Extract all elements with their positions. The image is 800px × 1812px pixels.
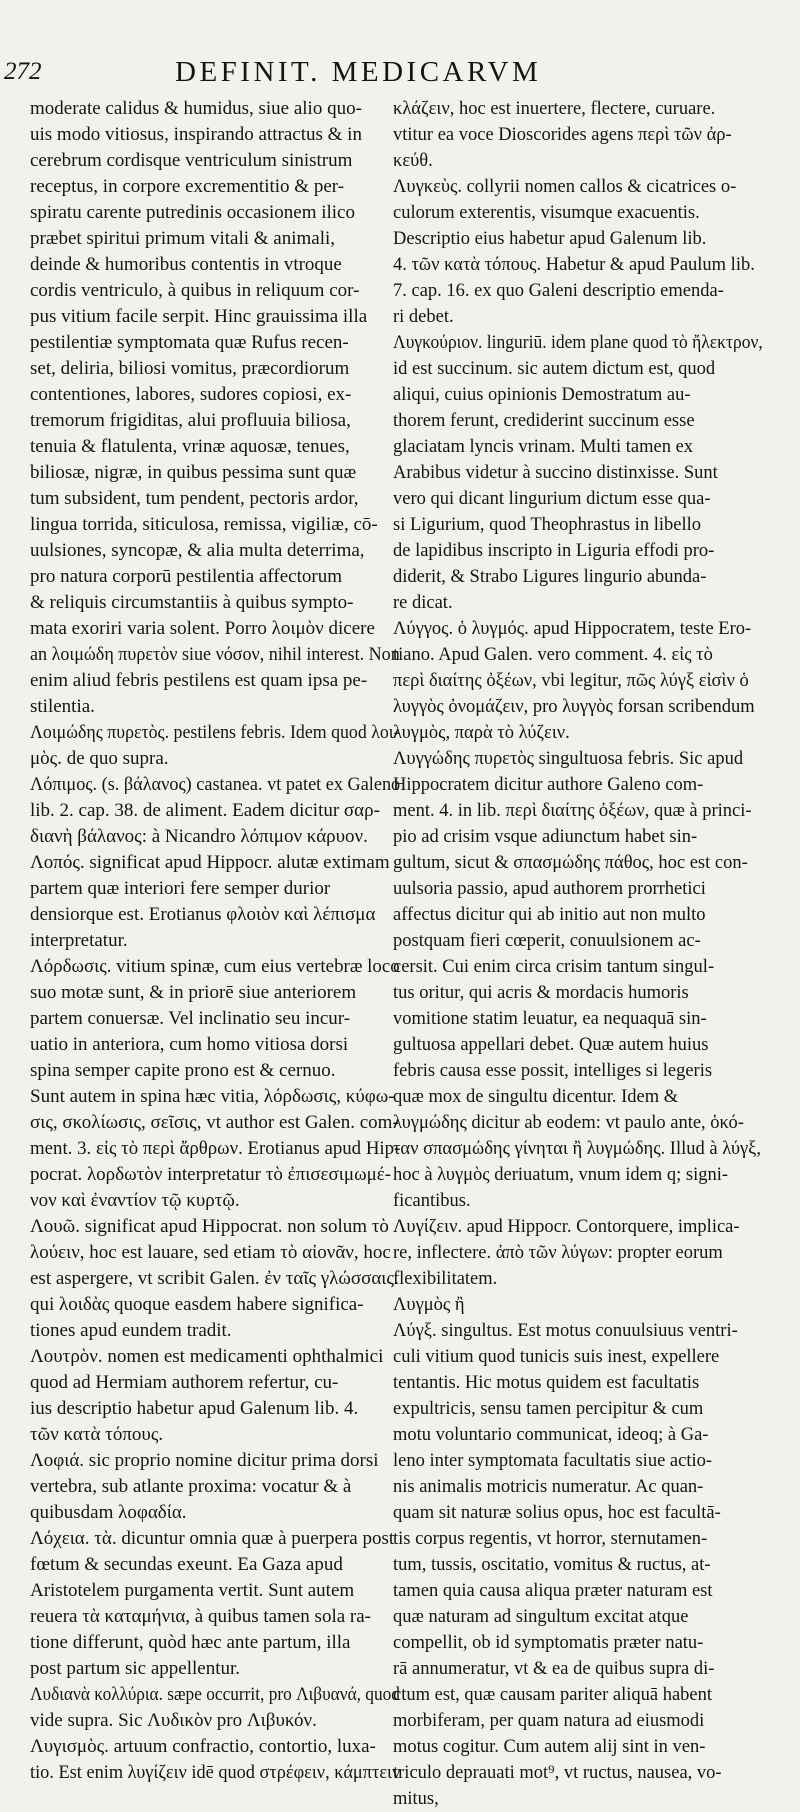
text-line: λυγμὸς, παρὰ τὸ λύζειν. [393, 723, 570, 743]
text-line: tiano. Apud Galen. vero comment. 4. εἰς τὸ [393, 645, 713, 665]
text-line: partem conuersæ. Vel inclinatio seu incur- [30, 1008, 351, 1029]
text-line: uis modo vitiosus, inspirando attractus & in [30, 124, 362, 145]
text-line: triculo deprauati mot⁹, vt ructus, nausea, vo- [393, 1763, 722, 1783]
text-line: Λοφιά. sic proprio nomine dicitur prima dorsi [30, 1450, 379, 1471]
text-line: Λυγισμὸς. artuum confractio, contortio, luxa- [30, 1736, 376, 1757]
text-line: Λυγκούριον. linguriū. idem plane quod τὸ ἤλεκτρον, [393, 333, 763, 353]
text-line: gultum, sicut & σπασμώδης πάθος, hoc est con- [393, 853, 748, 873]
text-line: post partum sic appellentur. [30, 1658, 241, 1679]
text-line: morbiferam, per quam natura ad eiusmodi [393, 1711, 705, 1731]
text-line: vero qui dicant lingurium dictum esse qua- [393, 489, 711, 509]
text-line: pro natura corporū pestilentia affectorum [30, 566, 342, 587]
text-line: tremorum frigiditas, alui profluuia biliosa, [30, 410, 351, 431]
text-line: Λυδιανὰ κολλύρια. sæpe occurrit, pro Λιβυανά, quod [30, 1684, 400, 1705]
text-line: interpretatur. [30, 930, 128, 951]
text-line: λυγμώδης dicitur ab eodem: vt paulo ante, ὁκό- [393, 1113, 744, 1133]
text-line: an λοιμώδη πυρετὸν siue νόσον, nihil interest. Non [30, 644, 400, 665]
text-line: uatio in anteriora, cum homo vitiosa dorsi [30, 1034, 349, 1055]
text-line: motus cogitur. Cum autem alij sint in ven- [393, 1737, 706, 1757]
text-line: Λοπός. significat apud Hippocr. alutæ extimam [30, 852, 390, 873]
text-line: re dicat. [393, 593, 453, 613]
text-line: uulsiones, syncopæ, & alia multa deterrima, [30, 540, 365, 561]
text-line: diderit, & Strabo Ligures lingurio abunda- [393, 567, 707, 587]
text-line: cordis ventriculo, à quibus in reliquum cor- [30, 280, 360, 301]
text-line: præbet spiritui primum vitali & animali, [30, 228, 336, 249]
running-head: DEFINIT. MEDICARVM [175, 56, 542, 88]
text-line: cerebrum cordisque ventriculum sinistrum [30, 150, 353, 171]
text-line: hoc à λυγμὸς deriuatum, vnum idem q; signi- [393, 1165, 729, 1185]
text-line: qui λοιδὰς quoque easdem habere significa- [30, 1294, 364, 1315]
text-line: tus oritur, qui acris & mordacis humoris [393, 983, 689, 1003]
text-line: Λύγγος. ὁ λυγμός. apud Hippocratem, teste Ero- [393, 619, 752, 639]
text-line: ius descriptio habetur apud Galenum lib. 4. [30, 1398, 359, 1419]
text-line: κεύθ. [393, 151, 433, 171]
text-line: pus vitium facile serpit. Hinc grauissima illa [30, 306, 368, 327]
text-line: Descriptio eius habetur apud Galenum lib. [393, 229, 707, 249]
text-line: quibusdam λοφαδία. [30, 1502, 187, 1523]
text-line: cersit. Cui enim circa crisim tantum singul- [393, 957, 715, 977]
text-line: motu voluntario communicat, ideoq; à Ga- [393, 1425, 709, 1445]
text-line: si Ligurium, quod Theophrastus in libello [393, 515, 701, 535]
text-line: leno inter symptomata facultatis siue actio- [393, 1451, 713, 1471]
text-line: mitus, [393, 1789, 439, 1809]
text-line: tentantis. Hic motus quidem est facultatis [393, 1373, 700, 1393]
text-line: διανὴ βάλανος: à Nicandro λόπιμον κάρυον. [30, 826, 368, 847]
text-line: tum, tussis, oscitatio, vomitus & ructus, at- [393, 1555, 711, 1575]
text-line: tio. Est enim λυγίζειν idē quod στρέφειν, κάμπτειν [30, 1762, 400, 1783]
text-line: λούειν, hoc est lauare, sed etiam τὸ αἰονᾶν, hoc [30, 1242, 391, 1263]
text-line: biliosæ, nigræ, in quibus pessima sunt quæ [30, 462, 357, 483]
text-line: vide supra. Sic Λυδικὸν pro Λιβυκόν. [30, 1710, 317, 1731]
text-line: expultricis, sensu tamen percipitur & cum [393, 1399, 704, 1419]
text-line: Λυγίζειν. apud Hippocr. Contorquere, implica- [393, 1217, 740, 1237]
text-line: Λόπιμος. (s. βάλανος) castanea. vt patet ex Galeno [30, 774, 400, 795]
text-line: vertebra, sub atlante proxima: vocatur & à [30, 1476, 352, 1497]
text-line: partem quæ interiori fere semper durior [30, 878, 331, 899]
text-line: pocrat. λορδωτὸν interpretatur τὸ ἐπισεσιμωμέ- [30, 1164, 392, 1185]
text-line: densiorque est. Erotianus φλοιὸν καὶ λέπισμα [30, 904, 376, 925]
text-line: Aristotelem purgamenta vertit. Sunt autem [30, 1580, 355, 1601]
text-line: id est succinum. sic autem dictum est, quod [393, 359, 716, 379]
text-line: rā annumeratur, vt & ea de quibus supra di- [393, 1659, 715, 1679]
text-line: mata exoriri varia solent. Porro λοιμὸν dicere [30, 618, 375, 639]
text-line: affectus dicitur qui ab initio aut non multo [393, 905, 706, 925]
text-line: 7. cap. 16. ex quo Galeni descriptio emenda- [393, 281, 724, 301]
text-line: stilentia. [30, 696, 95, 717]
text-line: Arabibus videtur à succino distinxisse. Sunt [393, 463, 718, 483]
page-header [0, 56, 800, 96]
text-line: κλάζειν, hoc est inuertere, flectere, curuare. [393, 99, 716, 119]
text-line: est aspergere, vt scribit Galen. ἐν ταῖς γλώσσαις. [30, 1268, 399, 1289]
text-line: suo motæ sunt, & in priorē siue anteriorem [30, 982, 357, 1003]
text-line: febris causa esse possit, intelliges si legeris [393, 1061, 713, 1081]
text-line: tione differunt, quòd hæc ante partum, illa [30, 1632, 351, 1653]
text-line: νον καὶ ἐναντίον τῷ κυρτῷ. [30, 1190, 240, 1211]
text-line: moderate calidus & humidus, siue alio quo- [30, 98, 362, 119]
text-line: enim aliud febris pestilens est quam ipsa pe- [30, 670, 368, 691]
text-line: gultuosa appellari debet. Quæ autem huius [393, 1035, 709, 1055]
text-line: quæ mox de singultu dicentur. Idem & [393, 1087, 679, 1107]
text-line: Λυγκεὺς. collyrii nomen callos & cicatrices o- [393, 177, 737, 197]
text-line: spina semper capite prono est & cernuo. [30, 1060, 336, 1081]
text-line: Sunt autem in spina hæc vitia, λόρδωσις, κύφω- [30, 1086, 395, 1107]
text-line: lib. 2. cap. 38. de aliment. Eadem dicitur σαρ- [30, 800, 380, 821]
text-line: Hippocratem dicitur authore Galeno com- [393, 775, 704, 795]
text-line: tis corpus regentis, vt horror, sternutamen- [393, 1529, 708, 1549]
text-line: μὸς. de quo supra. [30, 748, 169, 769]
text-line: Λύγξ. singultus. Est motus conuulsiuus ventri- [393, 1321, 738, 1341]
text-line: contentiones, labores, sudores copiosi, ex- [30, 384, 352, 405]
text-line: tamen quia causa aliqua præter naturam est [393, 1581, 713, 1601]
text-line: lingua torrida, siticulosa, remissa, vigiliæ, cō- [30, 514, 378, 535]
page-number: 272 [4, 58, 42, 85]
text-line: receptus, in corpore excrementitio & per- [30, 176, 345, 197]
text-line: tenuia & flatulenta, vrinæ aquosæ, tenues, [30, 436, 350, 457]
text-line: & reliquis circumstantiis à quibus sympto- [30, 592, 354, 613]
left-column [30, 96, 400, 1786]
text-line: ri debet. [393, 307, 454, 327]
text-line: quam sit naturæ solius opus, hoc est facultā- [393, 1503, 721, 1523]
text-line: glaciatam lyncis vrinam. Multi tamen ex [393, 437, 694, 457]
text-line: flexibilitatem. [393, 1269, 498, 1289]
text-line: set, deliria, biliosi vomitus, præcordiorum [30, 358, 350, 379]
right-column [393, 96, 763, 1812]
text-line: aliqui, cuius opinionis Demostratum au- [393, 385, 691, 405]
text-line: re, inflectere. ἀπὸ τῶν λύγων: propter eorum [393, 1243, 723, 1263]
text-line: Λουῶ. significat apud Hippocrat. non solum τὸ [30, 1216, 389, 1237]
text-line: pio ad crisim vsque adiunctum habet sin- [393, 827, 698, 847]
text-line: ctum est, quæ causam pariter aliquā habent [393, 1685, 713, 1705]
text-line: ment. 3. εἰς τὸ περὶ ἄρθρων. Erotianus apud Hip- [30, 1138, 400, 1159]
text-line: ficantibus. [393, 1191, 471, 1211]
text-line: vtitur ea voce Dioscorides agens περὶ τῶν ἀρ- [393, 125, 732, 145]
text-line: quod ad Hermiam authorem refertur, cu- [30, 1372, 339, 1393]
text-line: Λόρδωσις. vitium spinæ, cum eius vertebræ loco [30, 956, 400, 977]
text-line: compellit, ob id symptomatis præter natu- [393, 1633, 704, 1653]
text-line: tiones apud eundem tradit. [30, 1320, 232, 1341]
text-line: culi vitium quod tunicis suis inest, expellere [393, 1347, 720, 1367]
text-line: 4. τῶν κατὰ τόπους. Habetur & apud Paulum lib. [393, 255, 755, 275]
text-line: reuera τὰ καταμήνια, à quibus tamen sola ra- [30, 1606, 371, 1627]
text-line: quæ naturam ad singultum excitat atque [393, 1607, 689, 1627]
text-line: nis animalis motricis numeratur. Ac quan- [393, 1477, 704, 1497]
text-line: Λοιμώδης πυρετὸς. pestilens febris. Idem quod λοι- [30, 722, 400, 743]
text-line: ταν σπασμώδης γίνηται ἢ λυγμώδης. Illud à λύγξ, [393, 1139, 762, 1159]
text-line: postquam fieri cœperit, conuulsionem ac- [393, 931, 701, 951]
text-line: de lapidibus inscripto in Liguria effodi pro- [393, 541, 715, 561]
text-line: tum subsident, tum pendent, pectoris ardor, [30, 488, 359, 509]
text-line: deinde & humoribus contentis in vtroque [30, 254, 342, 275]
text-line: fœtum & secundas exeunt. Ea Gaza apud [30, 1554, 343, 1575]
text-line: Λόχεια. τὰ. dicuntur omnia quæ à puerpera post [30, 1528, 395, 1549]
text-line: Λυγγώδης πυρετὸς singultuosa febris. Sic apud [393, 749, 744, 769]
text-line: σις, σκολίωσις, σεῖσις, vt author est Galen. com- [30, 1112, 399, 1133]
text-line: Λυγμὸς ἢ [393, 1295, 465, 1315]
text-line: culorum exterentis, visumque exacuentis. [393, 203, 700, 223]
text-line: vomitione statim leuatur, ea nequaquā sin- [393, 1009, 707, 1029]
text-line: spiratu carente putredinis occasionem ilico [30, 202, 355, 223]
text-line: pestilentiæ symptomata quæ Rufus recen- [30, 332, 349, 353]
text-line: uulsoria passio, apud authorem prorrhetici [393, 879, 706, 899]
text-line: τῶν κατὰ τόπους. [30, 1424, 164, 1445]
text-line: thorem ferunt, crediderint succinum esse [393, 411, 695, 431]
text-line: ment. 4. in lib. περὶ διαίτης ὀξέων, quæ à princi- [393, 801, 752, 821]
text-line: λυγγὸς ὀνομάζειν, pro λυγγὸς forsan scribendum [393, 697, 755, 717]
text-line: περὶ διαίτης ὀξέων, vbi legitur, πῶς λύγξ εἰσὶν ὁ [393, 671, 749, 691]
text-line: Λουτρὸν. nomen est medicamenti ophthalmici [30, 1346, 384, 1367]
